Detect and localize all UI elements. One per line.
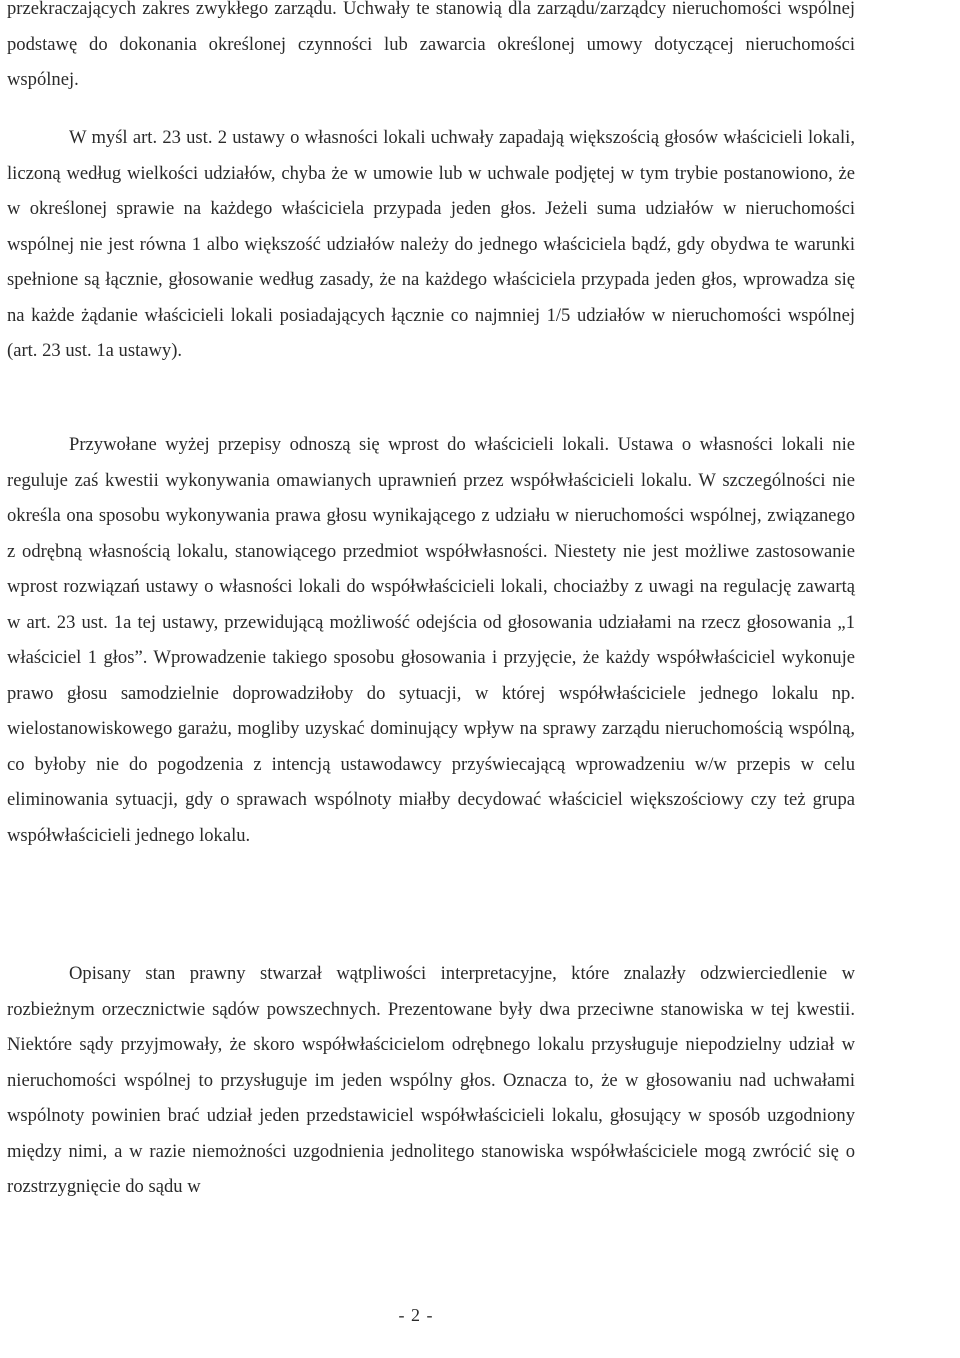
paragraph-co-owners: Przywołane wyżej przepisy odnoszą się wprost do właścicieli lokali. Ustawa o własności lokali nie reguluje zaś kwestii wykonywania omawianych uprawnień przez współwłaścicieli lokalu. W szczególności nie określa ona sposobu wykonywania prawa głosu wynikającego z udziału w nieruchomości wspólnej, związanego z odrębną własnością lokalu, stanowiącego przedmiot współwłasności. Niestety nie jest możliwe zastosowanie wprost rozwiązań ustawy o własności lokali do współwłaścicieli lokali, chociażby z uwagi na regulację zawartą w art. 23 ust. 1a tej ustawy, przewidującą możliwość odejścia od głosowania udziałami na rzecz głosowania „1 właściciel 1 głos”. Wprowadzenie takiego sposobu głosowania i przyjęcie, że każdy współwłaściciel wykonuje prawo głosu samodzielnie doprowadziłoby do sytuacji, w której współwłaściciele jednego lokalu np. wielostanowiskowego garażu, mogliby uzyskać dominujący wpływ na sprawy zarządu nieruchomością wspólną, co byłoby nie do pogodzenia z intencją ustawodawcy przyświecającą wprowadzeniu w/w przepis w celu eliminowania sytuacji, gdy o sprawach wspólnoty miałby decydować właściciel większościowy czy też grupa współwłaścicieli jednego lokalu. [7, 434, 855, 846]
page-number [0, 1305, 960, 1326]
paragraph-continuation: przekraczających zakres zwykłego zarządu. Uchwały te stanowią dla zarządu/zarządcy nieruchomości wspólnej podstawę do dokonania określonej czynności lub zawarcia określonej umowy dotyczącej nieruchomości wspólnej. [7, 0, 855, 90]
paragraph-voting-rules: W myśl art. 23 ust. 2 ustawy o własności lokali uchwały zapadają większością głosów właścicieli lokali, liczoną według wielkości udziałów, chyba że w umowie lub w uchwale podjętej w tym trybie postanowiono, że w określonej sprawie na każdego właściciela przypada jeden głos. Jeżeli suma udziałów w nieruchomości wspólnej nie jest równa 1 albo większość udziałów należy do jednego właściciela bądź, gdy obydwa te warunki spełnione są łącznie, głosowanie według zasady, że na każdego właściciela przypada jeden głos, wprowadza się na każde żądanie właścicieli lokali posiadających łącznie co najmniej 1/5 udziałów w nieruchomości wspólnej (art. 23 ust. 1a ustawy). [7, 127, 855, 361]
page-number-text: - 2 - [398, 1305, 434, 1325]
paragraph-case-law: Opisany stan prawny stwarzał wątpliwości interpretacyjne, które znalazły odzwierciedlenie w rozbieżnym orzecznictwie sądów powszechnych. Prezentowane były dwa przeciwne stanowiska w tej kwestii. Niektóre sądy przyjmowały, że skoro współwłaścicielom odrębnego lokalu przysługuje niepodzielny udział w nieruchomości wspólnej to przysługuje im jeden wspólny głos. Oznacza to, że w głosowaniu nad uchwałami wspólnoty powinien brać udział jeden przedstawiciel współwłaścicieli lokalu, głosujący w sposób uzgodniony między nimi, a w razie niemożności uzgodnienia jednolitego stanowiska współwłaściciele mogą zwrócić się o rozstrzygnięcie do sądu w [7, 963, 855, 1197]
